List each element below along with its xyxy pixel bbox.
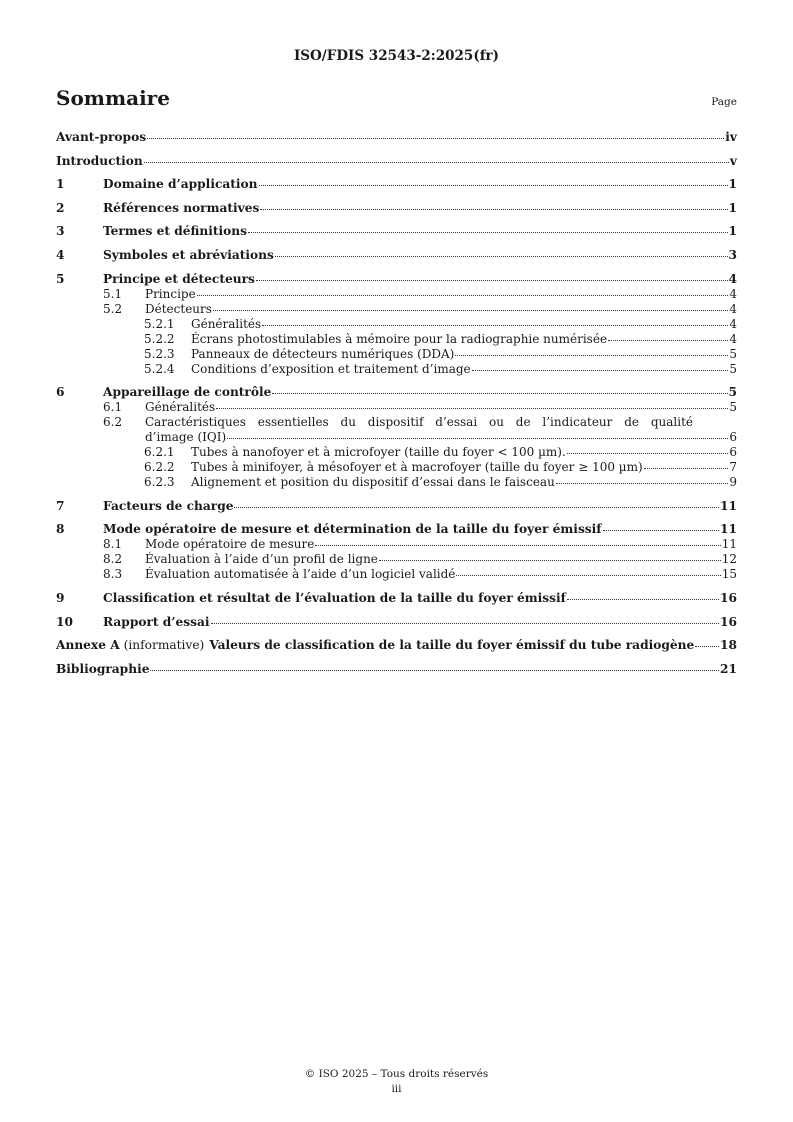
toc-number: 9 bbox=[56, 590, 65, 605]
toc-page: 21 bbox=[720, 661, 737, 676]
toc-entry-section-6[interactable] bbox=[56, 385, 737, 400]
toc-page: 11 bbox=[720, 522, 737, 537]
dot-leader bbox=[272, 393, 727, 394]
dot-leader bbox=[644, 468, 729, 469]
dot-leader bbox=[260, 209, 727, 210]
toc-number: 5.2 bbox=[103, 301, 123, 316]
toc-entry-section-6-2[interactable] bbox=[56, 415, 737, 445]
toc-label: Symboles et abréviations bbox=[103, 247, 274, 262]
toc-number: 2 bbox=[56, 200, 65, 215]
toc-page: 9 bbox=[729, 475, 737, 490]
toc-entry-section-1[interactable] bbox=[56, 177, 737, 192]
toc-page: v bbox=[729, 153, 737, 168]
toc-label: Mode opératoire de mesure bbox=[145, 537, 315, 552]
dot-leader bbox=[556, 483, 729, 484]
toc-entry-section-3[interactable] bbox=[56, 224, 737, 239]
dot-leader bbox=[456, 575, 720, 576]
toc-entry-section-9[interactable] bbox=[56, 591, 737, 606]
toc-entry-section-8[interactable] bbox=[56, 522, 737, 537]
toc-label: Tubes à nanofoyer et à microfoyer (taille du foyer < 100 µm). bbox=[191, 445, 566, 460]
toc-number: 10 bbox=[56, 614, 73, 629]
dot-leader bbox=[567, 453, 729, 454]
toc-number: 7 bbox=[56, 498, 65, 513]
dot-leader bbox=[227, 438, 728, 439]
toc-label: Valeurs de classification de la taille du foyer émissif du tube radiogène bbox=[209, 638, 695, 653]
toc-page: 3 bbox=[728, 247, 737, 262]
toc-annex-prefix: Annexe A bbox=[56, 638, 120, 653]
toc-label: Principe bbox=[145, 286, 196, 301]
toc-label-line-2: d’image (IQI) bbox=[145, 430, 227, 445]
toc-number: 6.2.2 bbox=[144, 460, 175, 475]
toc-label: Introduction bbox=[56, 153, 143, 168]
toc-entry-section-2[interactable] bbox=[56, 201, 737, 216]
toc-entry-section-6-1[interactable] bbox=[56, 400, 737, 415]
toc-page: 6 bbox=[729, 445, 737, 460]
toc-entry-introduction[interactable] bbox=[56, 154, 737, 169]
toc-entry-section-8-1[interactable] bbox=[56, 537, 737, 552]
dot-leader bbox=[275, 256, 728, 257]
toc-number: 1 bbox=[56, 177, 65, 192]
toc-label: Évaluation automatisée à l’aide d’un logiciel validé bbox=[145, 567, 456, 582]
dot-leader bbox=[259, 185, 728, 186]
dot-leader bbox=[262, 325, 728, 326]
toc-entry-section-5-2-3[interactable] bbox=[56, 347, 737, 362]
dot-leader bbox=[603, 530, 719, 531]
toc-label: Écrans photostimulables à mémoire pour la radiographie numérisée bbox=[191, 331, 608, 346]
toc-number: 8.2 bbox=[103, 552, 123, 567]
toc-label: Détecteurs bbox=[145, 301, 212, 316]
dot-leader bbox=[213, 310, 728, 311]
toc-page: 16 bbox=[720, 614, 737, 629]
dot-leader bbox=[472, 370, 729, 371]
toc-label: Alignement et position du dispositif d’essai dans le faisceau bbox=[191, 475, 555, 490]
toc-page: 4 bbox=[729, 331, 737, 346]
dot-leader bbox=[234, 507, 719, 508]
toc-label: Avant-propos bbox=[56, 130, 147, 144]
toc-number: 5.2.2 bbox=[144, 331, 175, 346]
toc-label: Évaluation à l’aide d’un profil de ligne bbox=[145, 552, 378, 567]
toc-label: Généralités bbox=[145, 400, 216, 415]
toc-number: 6.2 bbox=[103, 415, 123, 430]
dot-leader bbox=[695, 646, 719, 647]
toc-number: 3 bbox=[56, 224, 65, 239]
toc-number: 5.2.1 bbox=[144, 316, 175, 331]
toc-label: Références normatives bbox=[103, 200, 260, 215]
dot-leader bbox=[248, 232, 728, 233]
toc-label: Rapport d’essai bbox=[103, 614, 210, 629]
toc-label: Panneaux de détecteurs numériques (DDA) bbox=[191, 346, 455, 361]
toc-page: iv bbox=[725, 130, 737, 144]
toc-number: 5.2.4 bbox=[144, 361, 175, 376]
toc-label: Classification et résultat de l’évaluation de la taille du foyer émissif bbox=[103, 590, 566, 605]
dot-leader bbox=[147, 138, 724, 139]
toc-page: 5 bbox=[729, 346, 737, 361]
toc-entry-annexe-a[interactable] bbox=[56, 638, 737, 653]
dot-leader bbox=[567, 599, 719, 600]
toc-page: 5 bbox=[728, 385, 737, 400]
toc-entry-section-6-2-1[interactable] bbox=[56, 445, 737, 460]
toc-label: Conditions d’exposition et traitement d’image bbox=[191, 361, 471, 376]
dot-leader bbox=[608, 340, 728, 341]
toc-page: 4 bbox=[729, 316, 737, 331]
page-number: iii bbox=[391, 1083, 402, 1095]
toc-label: Domaine d’application bbox=[103, 177, 258, 192]
toc-number: 5 bbox=[56, 271, 65, 286]
toc-page: 1 bbox=[728, 200, 737, 215]
toc-page: 1 bbox=[728, 177, 737, 192]
toc-entry-section-5-2-2[interactable] bbox=[56, 332, 737, 347]
table-of-contents bbox=[56, 130, 737, 677]
toc-entry-section-5[interactable] bbox=[56, 272, 737, 287]
toc-page: 5 bbox=[729, 361, 737, 376]
toc-entry-section-5-2-1[interactable] bbox=[56, 317, 737, 332]
dot-leader bbox=[256, 280, 728, 281]
page-footer bbox=[0, 1067, 793, 1097]
toc-entry-bibliographie[interactable] bbox=[56, 662, 737, 677]
toc-entry-section-5-1[interactable] bbox=[56, 287, 737, 302]
toc-number: 5.1 bbox=[103, 286, 123, 301]
toc-number: 6.2.3 bbox=[144, 475, 175, 490]
toc-number: 6.2.1 bbox=[144, 445, 175, 460]
toc-label: Termes et définitions bbox=[103, 224, 247, 239]
toc-label: Tubes à minifoyer, à mésofoyer et à macrofoyer (taille du foyer ≥ 100 µm) bbox=[191, 460, 643, 475]
copyright-notice: © ISO 2025 – Tous droits réservés bbox=[304, 1068, 489, 1080]
toc-number: 8 bbox=[56, 522, 65, 537]
toc-entry-section-7[interactable] bbox=[56, 499, 737, 514]
toc-label: Généralités bbox=[191, 316, 262, 331]
toc-entry-section-4[interactable] bbox=[56, 248, 737, 263]
toc-page: 15 bbox=[721, 567, 737, 582]
title-row bbox=[56, 86, 737, 110]
dot-leader bbox=[379, 560, 721, 561]
toc-number: 4 bbox=[56, 247, 65, 262]
toc-page: 5 bbox=[729, 400, 737, 415]
toc-entry-avant-propos[interactable] bbox=[56, 130, 737, 145]
toc-page: 18 bbox=[720, 638, 737, 653]
toc-entry-section-6-2-2[interactable] bbox=[56, 460, 737, 475]
toc-number: 8.1 bbox=[103, 537, 123, 552]
toc-page: 11 bbox=[721, 537, 737, 552]
toc-page: 4 bbox=[729, 301, 737, 316]
toc-label: Mode opératoire de mesure et détermination de la taille du foyer émissif bbox=[103, 522, 602, 537]
toc-number: 6.1 bbox=[103, 400, 123, 415]
toc-page: 11 bbox=[720, 498, 737, 513]
toc-number: 8.3 bbox=[103, 567, 123, 582]
toc-page: 16 bbox=[720, 590, 737, 605]
dot-leader bbox=[211, 623, 719, 624]
page-title: Sommaire bbox=[56, 86, 170, 110]
dot-leader bbox=[315, 545, 720, 546]
dot-leader bbox=[144, 162, 729, 163]
toc-page: 7 bbox=[729, 460, 737, 475]
dot-leader bbox=[197, 295, 729, 296]
toc-number: 6 bbox=[56, 385, 65, 400]
toc-entry-section-10[interactable] bbox=[56, 615, 737, 630]
toc-label: Principe et détecteurs bbox=[103, 271, 255, 286]
dot-leader bbox=[455, 355, 728, 356]
toc-label: Bibliographie bbox=[56, 661, 150, 676]
toc-entry-section-8-3[interactable] bbox=[56, 567, 737, 582]
toc-page: 1 bbox=[728, 224, 737, 239]
dot-leader bbox=[216, 408, 728, 409]
toc-number: 5.2.3 bbox=[144, 346, 175, 361]
toc-label: Facteurs de charge bbox=[103, 498, 234, 513]
toc-page: 12 bbox=[721, 552, 737, 567]
toc-entry-section-5-2[interactable] bbox=[56, 302, 737, 317]
toc-page: 6 bbox=[729, 430, 737, 445]
dot-leader bbox=[150, 670, 719, 671]
toc-label: Appareillage de contrôle bbox=[103, 385, 272, 400]
toc-page: 4 bbox=[728, 271, 737, 286]
page-column-label: Page bbox=[711, 96, 737, 108]
document-header: ISO/FDIS 32543-2:2025(fr) bbox=[293, 48, 500, 64]
toc-entry-section-8-2[interactable] bbox=[56, 552, 737, 567]
toc-entry-section-6-2-3[interactable] bbox=[56, 475, 737, 490]
toc-entry-section-5-2-4[interactable] bbox=[56, 362, 737, 377]
toc-label-line-1: Caractéristiques essentielles du dispositif d’essai ou de l’indicateur de qualité bbox=[145, 415, 693, 430]
toc-page: 4 bbox=[729, 286, 737, 301]
toc-annex-note: (informative) bbox=[123, 638, 205, 653]
